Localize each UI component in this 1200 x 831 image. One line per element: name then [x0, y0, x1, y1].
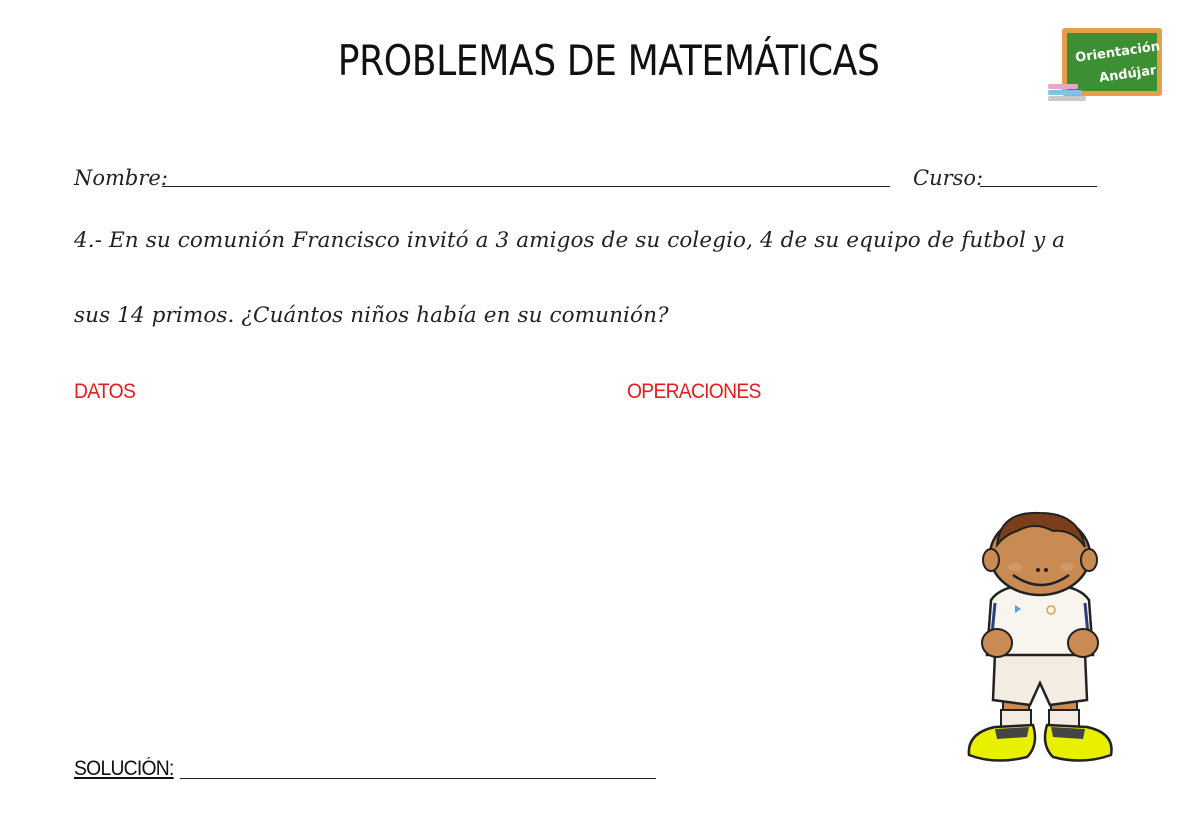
solution-field[interactable] — [180, 778, 656, 779]
data-label: DATOS — [74, 380, 136, 403]
soccer-boy-icon — [955, 505, 1125, 775]
problem-line-2: sus 14 primos. ¿Cuántos niños había en su comunión? — [74, 303, 669, 328]
solution-label: SOLUCIÓN: — [74, 757, 174, 780]
course-label: Curso: — [913, 166, 984, 190]
logo-line-1: Orientación — [1074, 39, 1161, 66]
orientacion-andujar-logo — [1048, 26, 1164, 102]
logo-line-2: Andújar — [1098, 63, 1158, 86]
page-title: PROBLEMAS DE MATEMÁTICAS — [337, 36, 880, 85]
name-label: Nombre: — [74, 166, 168, 190]
books-icon — [1048, 82, 1088, 102]
problem-line-1: 4.- En su comunión Francisco invitó a 3 amigos de su colegio, 4 de su equipo de futbol y a — [74, 228, 1066, 253]
name-field[interactable] — [162, 186, 890, 187]
operations-label: OPERACIONES — [627, 380, 761, 403]
course-field[interactable] — [980, 186, 1097, 187]
